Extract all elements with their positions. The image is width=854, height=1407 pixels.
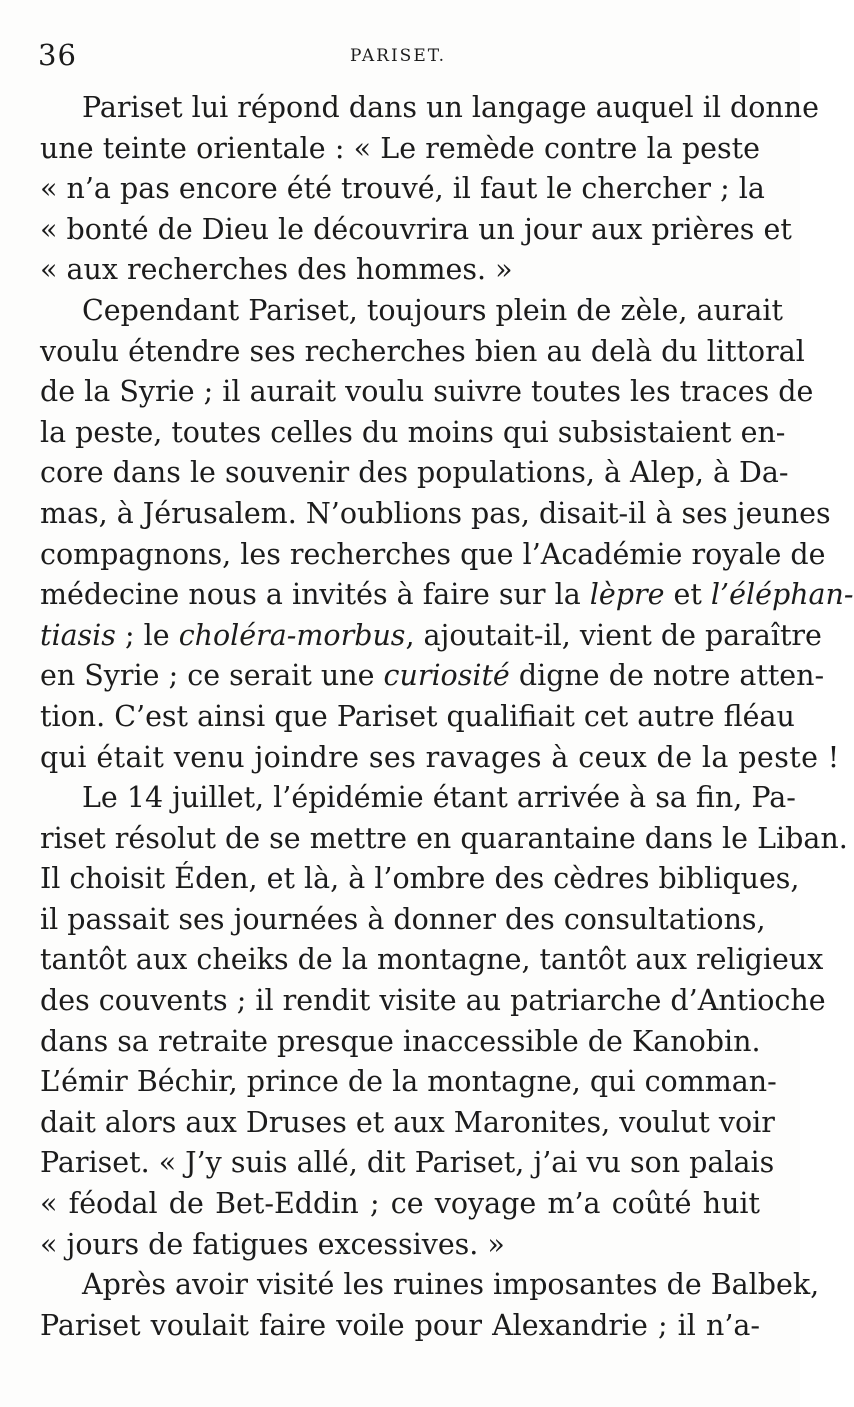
text-line: la peste, toutes celles du moins qui subsistaient en-	[40, 415, 786, 449]
text-line: core dans le souvenir des populations, à Alep, à Da-	[40, 456, 789, 490]
text-line: « féodal de Bet-Eddin ; ce voyage m’a coûté huit	[40, 1187, 760, 1221]
text-line: Après avoir visité les ruines imposantes de Balbek,	[82, 1268, 820, 1302]
text-line: qui était venu joindre ses ravages à ceux de la peste !	[40, 740, 840, 774]
text-line: L’émir Béchir, prince de la montagne, qui comman-	[40, 1065, 777, 1099]
text-line: Pariset. « J’y suis allé, dit Pariset, j’ai vu son palais	[40, 1146, 775, 1180]
italic-term: lèpre	[589, 578, 665, 612]
text-line: riset résolut de se mettre en quarantaine dans le Liban.	[40, 821, 848, 855]
text-line: « jours de fatigues excessives. »	[40, 1227, 505, 1261]
text-line: mas, à Jérusalem. N’oublions pas, disait-il à ses jeunes	[40, 496, 831, 530]
text-line: Il choisit Éden, et là, à l’ombre des cèdres bibliques,	[40, 862, 800, 896]
text-line: compagnons, les recherches que l’Académie royale de	[40, 537, 826, 571]
text-line	[40, 656, 825, 697]
italic-term: curiosité	[383, 659, 510, 693]
text-line: tion. C’est ainsi que Pariset qualifiait cet autre fléau	[40, 699, 795, 733]
text-line: Pariset voulait faire voile pour Alexandrie ; il n’a-	[40, 1308, 760, 1342]
text-line: dans sa retraite presque inaccessible de Kanobin.	[40, 1024, 761, 1058]
text-line: Cependant Pariset, toujours plein de zèle, aurait	[82, 293, 783, 327]
text-segment: , ajoutait-il, vient de paraître	[405, 618, 822, 652]
page-number: 36	[38, 38, 77, 72]
text-line: « aux recherches des hommes. »	[40, 253, 513, 287]
italic-term: l’éléphan-	[710, 578, 854, 612]
italic-term: choléra-morbus	[178, 618, 406, 652]
text-line: Le 14 juillet, l’épidémie étant arrivée à sa fin, Pa-	[82, 781, 796, 815]
text-line	[40, 575, 854, 616]
text-segment: digne de notre atten-	[509, 659, 825, 693]
text-segment: ; le	[115, 618, 179, 652]
text-line: « bonté de Dieu le découvrira un jour aux prières et	[40, 212, 792, 246]
text-line: dait alors aux Druses et aux Maronites, voulut voir	[40, 1105, 775, 1139]
body-text	[40, 88, 854, 1346]
text-line: de la Syrie ; il aurait voulu suivre toutes les traces de	[40, 375, 814, 409]
italic-term: tiasis	[40, 618, 116, 652]
text-line: il passait ses journées à donner des consultations,	[40, 902, 766, 936]
running-head: PARISET.	[350, 46, 446, 66]
text-segment: et	[664, 578, 711, 612]
text-line: une teinte orientale : « Le remède contre la peste	[40, 131, 760, 165]
text-line: tantôt aux cheiks de la montagne, tantôt aux religieux	[40, 943, 824, 977]
text-line: voulu étendre ses recherches bien au delà du littoral	[40, 334, 805, 368]
text-line: « n’a pas encore été trouvé, il faut le chercher ; la	[40, 172, 765, 206]
text-line	[40, 616, 822, 657]
text-line: Pariset lui répond dans un langage auquel il donne	[82, 91, 819, 124]
text-segment: en Syrie ; ce serait une	[40, 659, 384, 693]
text-line: des couvents ; il rendit visite au patriarche d’Antioche	[40, 984, 826, 1018]
page-header	[38, 38, 758, 74]
text-segment: médecine nous a invités à faire sur la	[40, 578, 590, 612]
